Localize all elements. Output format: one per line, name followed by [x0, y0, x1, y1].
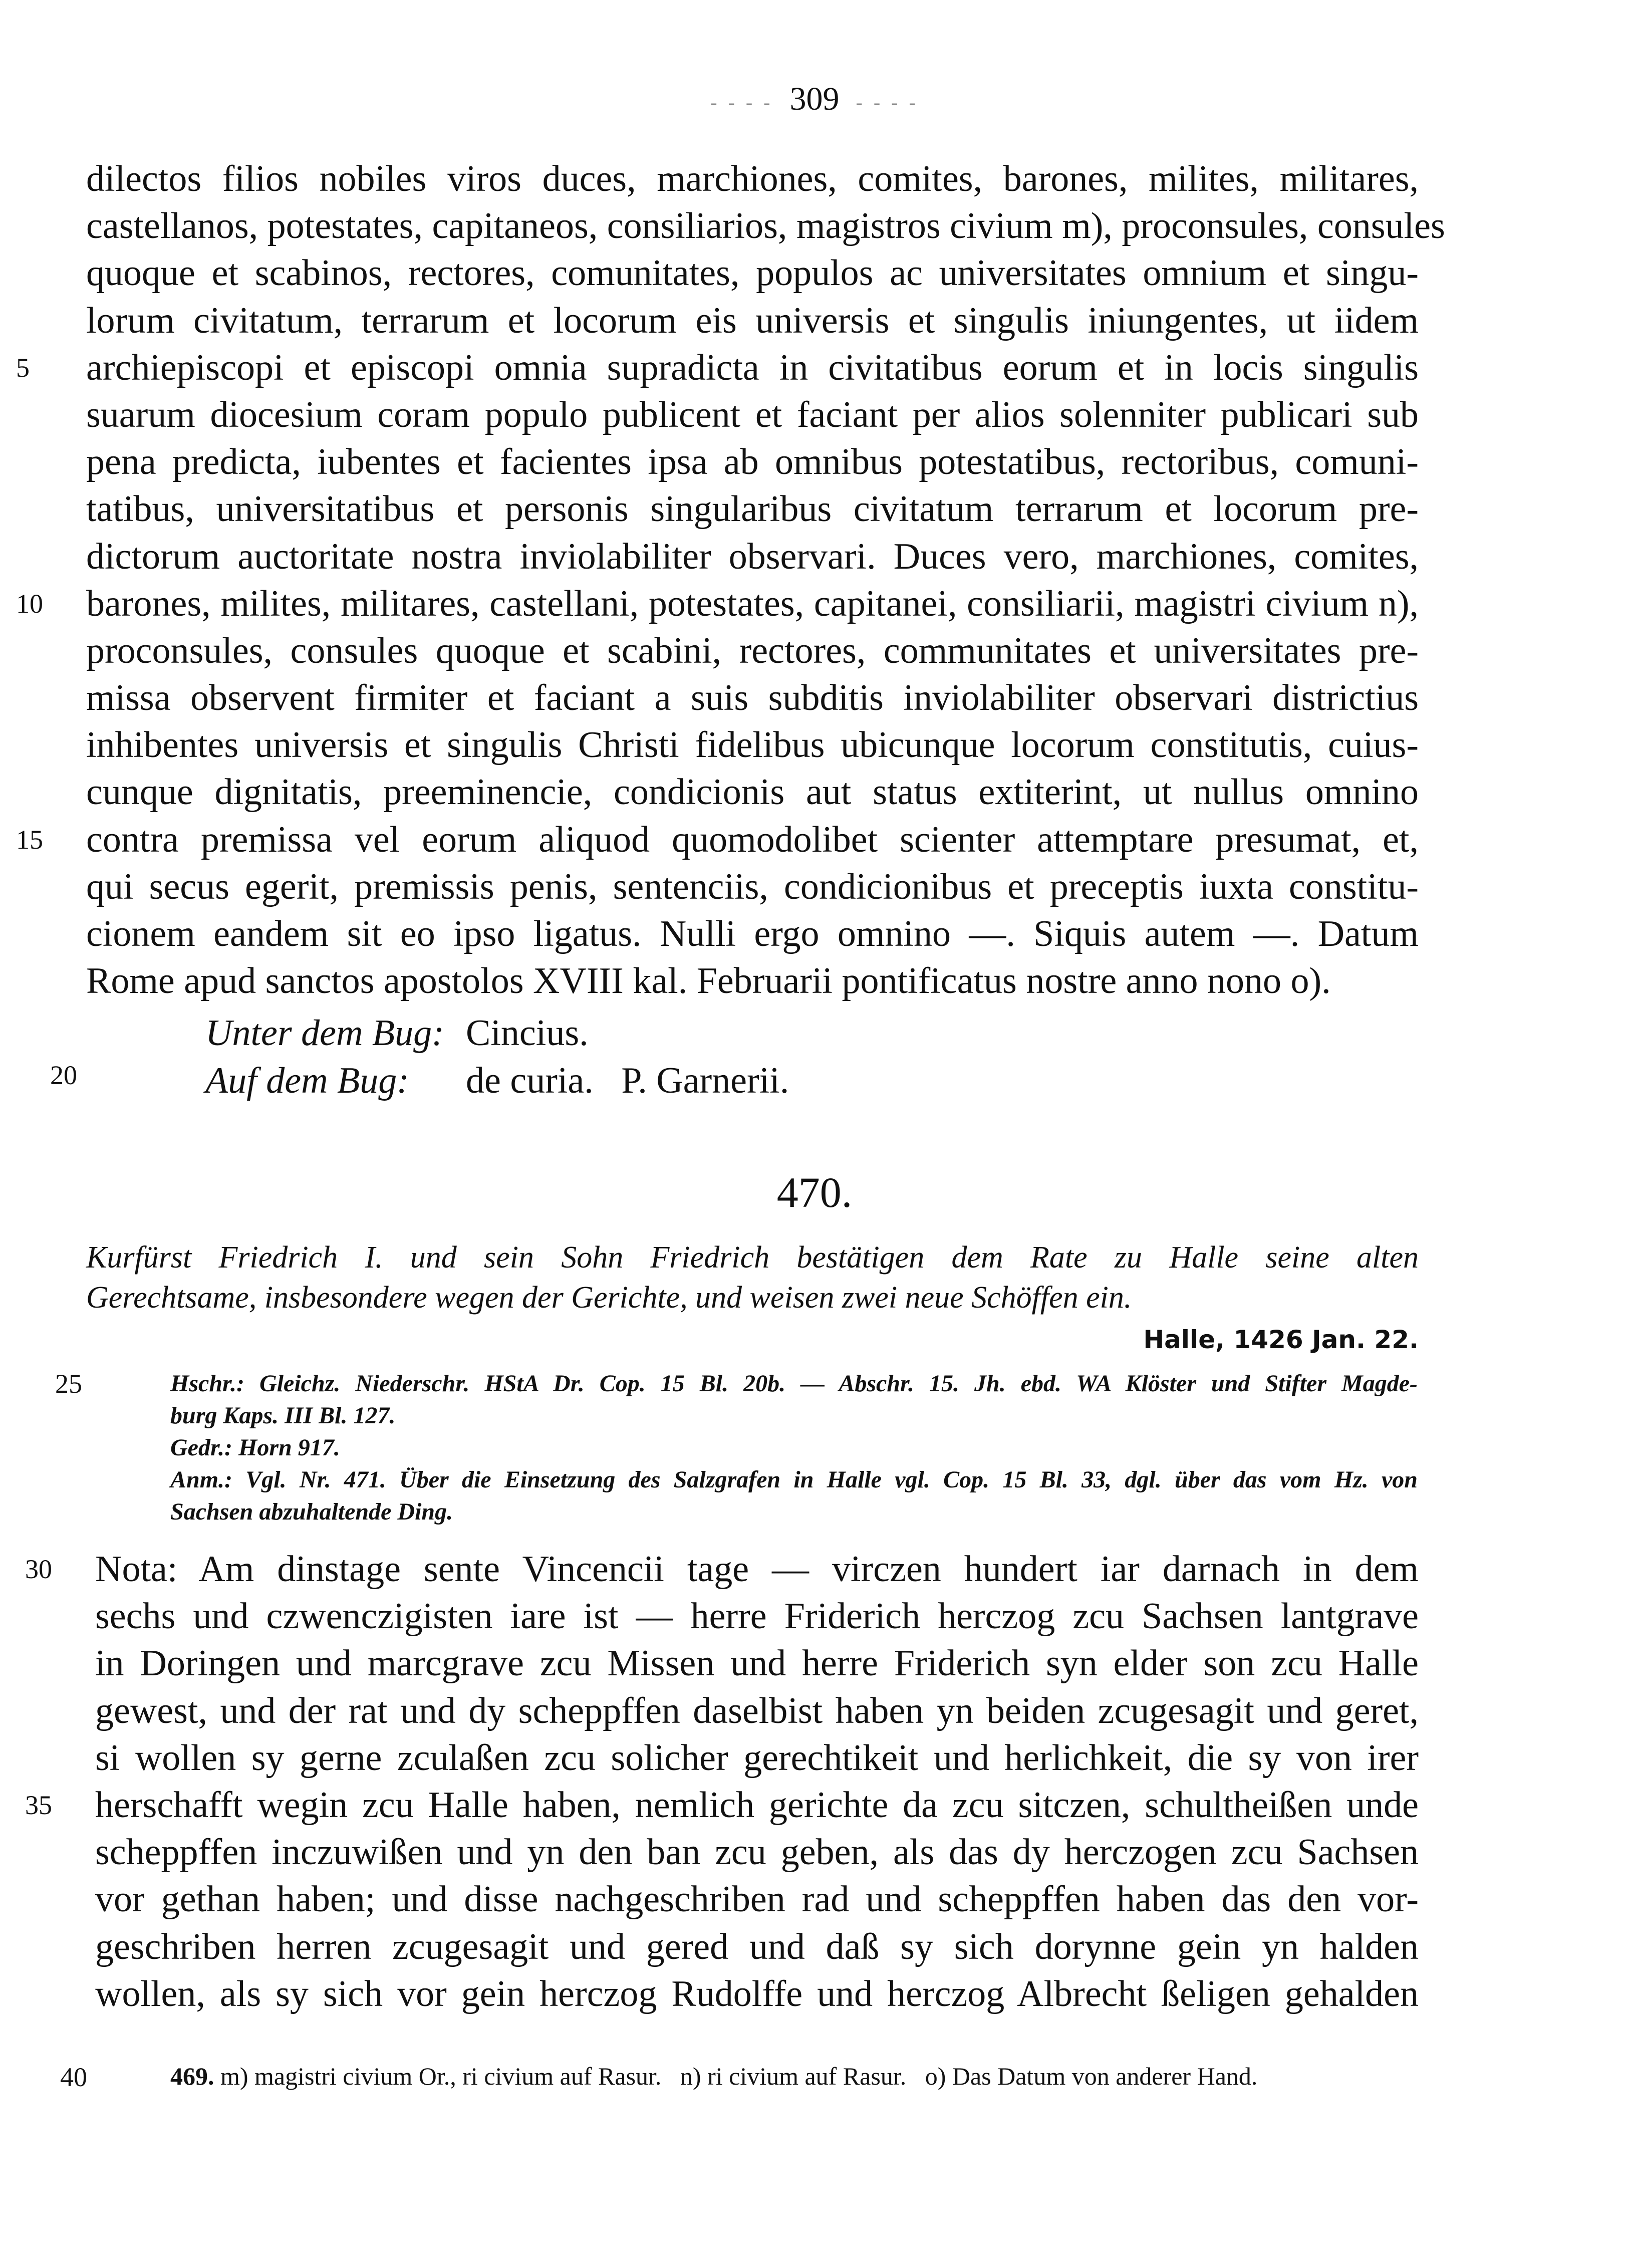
text-line: [16, 580, 1419, 627]
text-line: [95, 1640, 1419, 1687]
bug-note-unter: [205, 1012, 589, 1055]
line-text: Hschr.: Gleichz. Niederschr. HStA Dr. Cop. 15 Bl. 20b. — Abschr. 15. Jh. ebd. WA Klöster und Stifter Magde-: [170, 1370, 1418, 1397]
line-text: Gedr.: Horn 917.: [170, 1434, 340, 1461]
text-line: [86, 249, 1419, 297]
line-number: 10: [16, 588, 43, 619]
line-text: sechs und czwenczigisten iare ist — herre Friderich herczog zcu Sachsen lantgrave: [95, 1596, 1419, 1637]
bug-value-auf: de curia. P. Garnerii.: [466, 1060, 789, 1101]
line-text: proconsules, consules quoque et scabini, rectores, communitates et universitates pre-: [86, 630, 1419, 671]
date-line: Halle, 1426 Jan. 22.: [1143, 1325, 1419, 1354]
line-text: geschriben herren zcugesagit und gered und daß sy sich dorynne gein yn halden: [95, 1926, 1419, 1967]
bug-value-unter: Cincius.: [466, 1013, 589, 1054]
line-number: 15: [16, 824, 43, 855]
text-line: [16, 344, 1419, 391]
regest-line: Kurfürst Friedrich I. und sein Sohn Friedrich bestätigen dem Rate zu Halle seine alten: [86, 1240, 1419, 1275]
line-text: archiepiscopi et episcopi omnia supradicta in civitatibus eorum et in locis singulis: [86, 347, 1419, 388]
text-line: [86, 863, 1419, 910]
decorative-dash-right: - - - -: [856, 91, 919, 114]
text-line: [86, 721, 1419, 769]
decorative-dash-left: - - - -: [710, 91, 773, 114]
document-text-block: [25, 1546, 1419, 2018]
line-text: herschafft wegin zcu Halle haben, nemlich gerichte da zcu sitczen, schultheißen unde: [95, 1784, 1419, 1826]
text-line: [86, 769, 1419, 816]
line-text: dilectos filios nobiles viros duces, marchiones, comites, barones, milites, militares,: [86, 158, 1419, 199]
line-text: vor gethan haben; und disse nachgeschriben rad und scheppffen haben das den vor-: [95, 1879, 1419, 1920]
text-line: [55, 1368, 1418, 1400]
regest-line: Gerechtsame, insbesondere wegen der Gerichte, und weisen zwei neue Schöffen ein.: [86, 1281, 1132, 1315]
line-text: castellanos, potestates, capitaneos, consiliarios, magistros civium m), proconsules, consules: [86, 205, 1445, 247]
line-number: 25: [55, 1369, 82, 1399]
text-line: [25, 1782, 1419, 1829]
text-line: [86, 485, 1419, 533]
line-text: tatibus, universitatibus et personis singularibus civitatum terrarum et locorum pre-: [86, 488, 1419, 530]
line-text: burg Kaps. III Bl. 127.: [170, 1402, 396, 1429]
text-line: [170, 1432, 1418, 1464]
text-line: [95, 1829, 1419, 1876]
bug-label-unter: Unter dem Bug:: [205, 1013, 444, 1054]
line-text: suarum diocesium coram populo publicent et faciant per alios solenniter publicari sub: [86, 394, 1419, 435]
charter-text-block: [16, 155, 1445, 1004]
line-text: Rome apud sanctos apostolos XVIII kal. Februarii pontificatus nostre anno nono o).: [86, 960, 1331, 1002]
text-line: [95, 1687, 1419, 1734]
footnote-text: m) magistri civium Or., ri civium auf Rasur. n) ri civium auf Rasur. o) Das Datum von anderer Hand.: [220, 2062, 1258, 2090]
line-text: pena predicta, iubentes et facientes ipsa ab omnibus potestatibus, rectoribus, comuni-: [86, 441, 1419, 483]
text-line: [86, 391, 1419, 438]
text-line: [86, 627, 1419, 674]
line-number: 20: [50, 1060, 77, 1090]
line-text: wollen, als sy sich vor gein herczog Rudolffe und herczog Albrecht ßeligen gehalden: [95, 1973, 1419, 2014]
line-text: contra premissa vel eorum aliquod quomodolibet scienter attemptare presumat, et,: [86, 819, 1419, 860]
text-line: [16, 816, 1419, 863]
text-line: [95, 1876, 1419, 1923]
line-text: Nota: Am dinstage sente Vincencii tage — virczen hundert iar darnach in dem: [95, 1549, 1419, 1590]
line-text: inhibentes universis et singulis Christi fidelibus ubicunque locorum constitutis, cuius-: [86, 724, 1419, 766]
text-line: [170, 1464, 1418, 1496]
line-number: 30: [25, 1554, 52, 1584]
line-text: si wollen sy gerne zculaßen zcu solicher gerechtikeit und herlichkeit, die sy von irer: [95, 1737, 1419, 1779]
line-text: missa observent firmiter et faciant a suis subditis inviolabiliter observari districtius: [86, 677, 1419, 719]
text-line: [86, 297, 1419, 344]
text-line: [86, 202, 1445, 249]
text-line: [95, 1734, 1419, 1782]
text-line: [170, 1496, 1418, 1528]
line-text: scheppffen inczuwißen und yn den ban zcu geben, als das dy herczogen zcu Sachsen: [95, 1832, 1419, 1873]
line-text: Anm.: Vgl. Nr. 471. Über die Einsetzung des Salzgrafen in Halle vgl. Cop. 15 Bl. 33, dgl. über das vom Hz. von: [170, 1466, 1418, 1493]
line-text: lorum civitatum, terrarum et locorum eis universis et singulis iniungentes, ut iidem: [86, 300, 1419, 341]
text-line: [25, 1546, 1419, 1593]
line-text: quoque et scabinos, rectores, comunitates, populos ac universitates omnium et singu-: [86, 253, 1419, 294]
line-number: 35: [25, 1790, 52, 1820]
text-line: [95, 1923, 1419, 1970]
text-line: [86, 155, 1419, 202]
line-number: 40: [60, 2062, 87, 2092]
text-line: [86, 910, 1419, 957]
page-number: [651, 80, 978, 118]
line-text: cunque dignitatis, preeminencie, condicionis aut status extiterint, ut nullus omnino: [86, 772, 1419, 813]
footnotes: [60, 2062, 1418, 2092]
line-text: gewest, und der rat und dy scheppffen daselbist haben yn beiden zcugesagit und geret,: [95, 1690, 1419, 1731]
text-line: [86, 438, 1419, 485]
footnote-ref: 469.: [170, 2062, 214, 2090]
line-text: Sachsen abzuhaltende Ding.: [170, 1498, 453, 1525]
text-line: [86, 957, 1419, 1004]
text-line: [95, 1970, 1419, 2018]
line-text: qui secus egerit, premissis penis, sentenciis, condicionibus et preceptis iuxta constitu-: [86, 866, 1419, 907]
text-line: [170, 1400, 1418, 1432]
document-number: 470.: [776, 1168, 853, 1216]
line-number: 5: [16, 352, 30, 383]
line-text: barones, milites, militares, castellani, potestates, capitanei, consiliarii, magistri civium n),: [86, 583, 1419, 624]
regest-summary: [86, 1237, 1419, 1318]
line-text: dictorum auctoritate nostra inviolabiliter observari. Duces vero, marchiones, comites,: [86, 536, 1419, 577]
text-line: [95, 1593, 1419, 1640]
source-notes: [55, 1368, 1418, 1528]
text-line: [86, 533, 1419, 580]
text-line: [86, 674, 1419, 721]
bug-label-auf: Auf dem Bug:: [205, 1060, 409, 1101]
page-number-text: 309: [789, 81, 840, 117]
bug-note-auf: [50, 1060, 789, 1102]
line-text: in Doringen und marcgrave zcu Missen und herre Friderich syn elder son zcu Halle: [95, 1643, 1419, 1684]
line-text: cionem eandem sit eo ipso ligatus. Nulli ergo omnino —. Siquis autem —. Datum: [86, 913, 1419, 954]
